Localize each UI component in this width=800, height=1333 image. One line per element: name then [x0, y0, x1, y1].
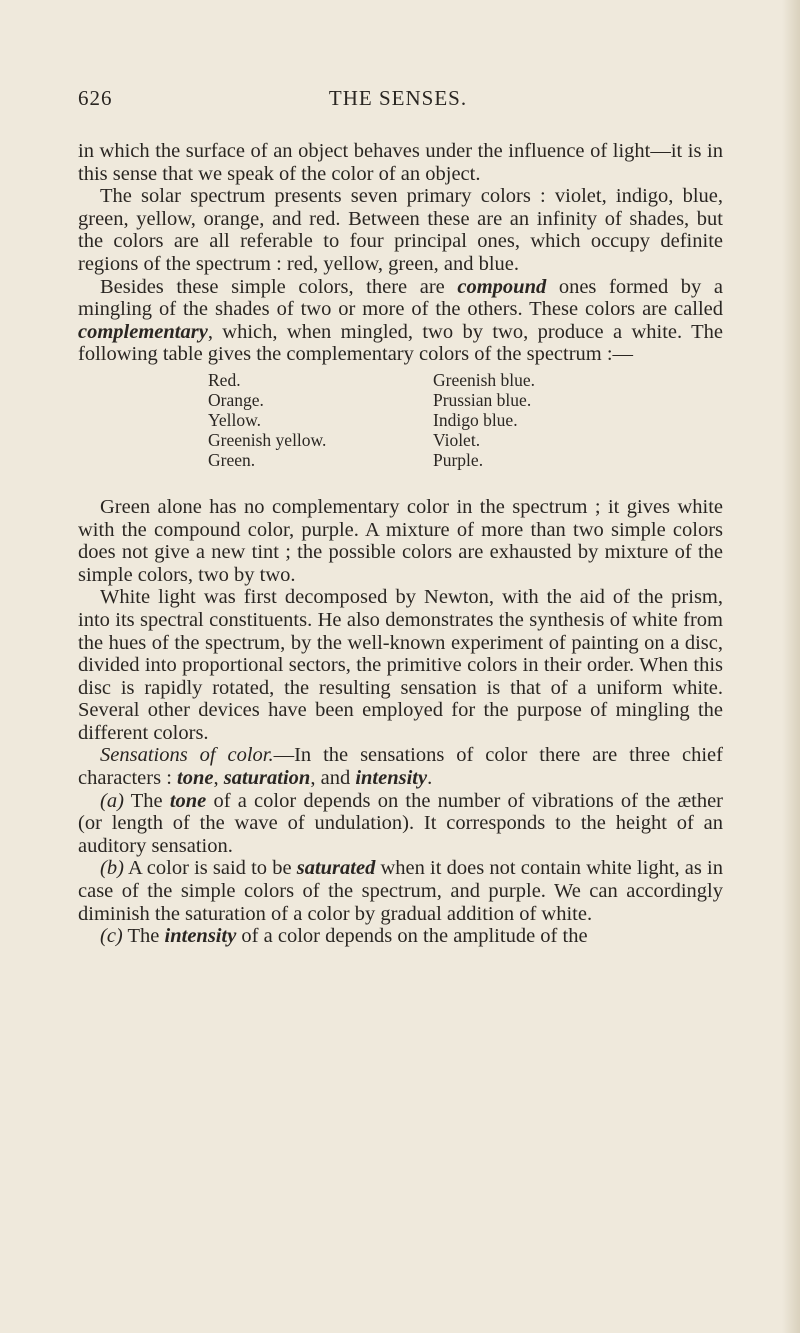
- paragraph-8: [78, 857, 723, 925]
- paragraph-8-text-a: A color is said to be: [123, 857, 297, 880]
- paragraph-9: [78, 925, 723, 948]
- table-cell: Green.: [208, 449, 256, 470]
- separator: , and: [310, 767, 356, 790]
- running-header: [78, 86, 718, 116]
- item-label: (b): [100, 857, 124, 880]
- item-label: (a): [100, 789, 124, 812]
- paragraph-9-text-b: of a color depends on the amplitude of the: [236, 925, 588, 948]
- paragraph-3-text-a: Besides these simple colors, there are: [100, 275, 458, 298]
- paragraph-3: [78, 276, 723, 366]
- complementary-colors-table: [78, 370, 723, 490]
- term-intensity: intensity: [164, 925, 237, 948]
- table-cell: Prussian blue.: [433, 389, 532, 410]
- table-cell: Yellow.: [208, 409, 262, 430]
- item-label: (c): [100, 925, 123, 948]
- paragraph-2: The solar spectrum presents seven primary colors : violet, indigo, blue, green, yellow, orange, and red. Between these are an infinity of shades, but the colors are all referable to four principal ones, which occupy definite regions of the spectrum : red, yellow, green, and blue.: [78, 185, 723, 275]
- body-text: [78, 140, 723, 948]
- table-right-column: [433, 370, 535, 470]
- paragraph-7: [78, 790, 723, 858]
- table-cell: Greenish blue.: [433, 369, 536, 390]
- term-tone: tone: [169, 789, 207, 812]
- period: .: [427, 767, 433, 790]
- page-edge-shadow: [782, 0, 800, 1333]
- term-compound: compound: [457, 275, 547, 298]
- term-saturated: saturated: [296, 857, 376, 880]
- term-saturation: saturation: [223, 767, 311, 790]
- table-cell: Purple.: [433, 449, 484, 470]
- table-cell: Orange.: [208, 389, 264, 410]
- paragraph-5: White light was first decomposed by Newton, with the aid of the prism, into its spectral constituents. He also demonstrates the synthesis of white from the hues of the spectrum, by the well-known experiment of painting on a disc, divided into proportional sectors, the primitive colors in their order. When this disc is rapidly rotated, the resulting sensation is that of a uniform white. Several other devices have been employed for the purpose of mingling the different colors.: [78, 586, 723, 744]
- section-heading: Sensations of color.: [100, 744, 274, 767]
- table-cell: Indigo blue.: [433, 409, 518, 430]
- paragraph-4: Green alone has no complementary color in the spectrum ; it gives white with the compound color, purple. A mixture of more than two simple colors does not give a new tint ; the possible colors are exhausted by mixture of the simple colors, two by two.: [78, 495, 723, 586]
- paragraph-3-text-c: , which, when mingled, two by two, produce a white. The following table gives the complementary colors of the spectrum :—: [78, 320, 723, 366]
- table-left-column: [208, 370, 326, 470]
- paragraph-8-text-b: when it does not contain white light, as in case of the simple colors of the spectrum, and purple. We can accordingly diminish the saturation of a color by gradual addition of white.: [78, 857, 723, 925]
- paragraph-7-text-a: The: [123, 789, 170, 812]
- separator: ,: [213, 767, 224, 790]
- paragraph-3-text-b: ones formed by a mingling of the shades of two or more of the others. These colors are called: [78, 275, 724, 321]
- paragraph-9-text-a: The: [122, 925, 165, 948]
- term-complementary: complementary: [78, 320, 208, 343]
- paragraph-6-text: —In the sensations of color there are three chief characters :: [78, 744, 723, 790]
- term-intensity: intensity: [355, 767, 428, 790]
- paragraph-7-text-b: of a color depends on the number of vibrations of the æther (or length of the wave of undulation). It corresponds to the height of an auditory sensation.: [78, 789, 723, 857]
- table-cell: Violet.: [433, 429, 481, 450]
- paragraph-1: in which the surface of an object behaves under the influence of light—it is in this sense that we speak of the color of an object.: [78, 140, 723, 185]
- page-number: 626: [78, 86, 113, 110]
- term-tone: tone: [177, 767, 214, 790]
- table-cell: Red.: [208, 369, 241, 390]
- paragraph-6: [78, 744, 723, 789]
- running-title: THE SENSES.: [328, 86, 468, 110]
- table-cell: Greenish yellow.: [208, 429, 327, 450]
